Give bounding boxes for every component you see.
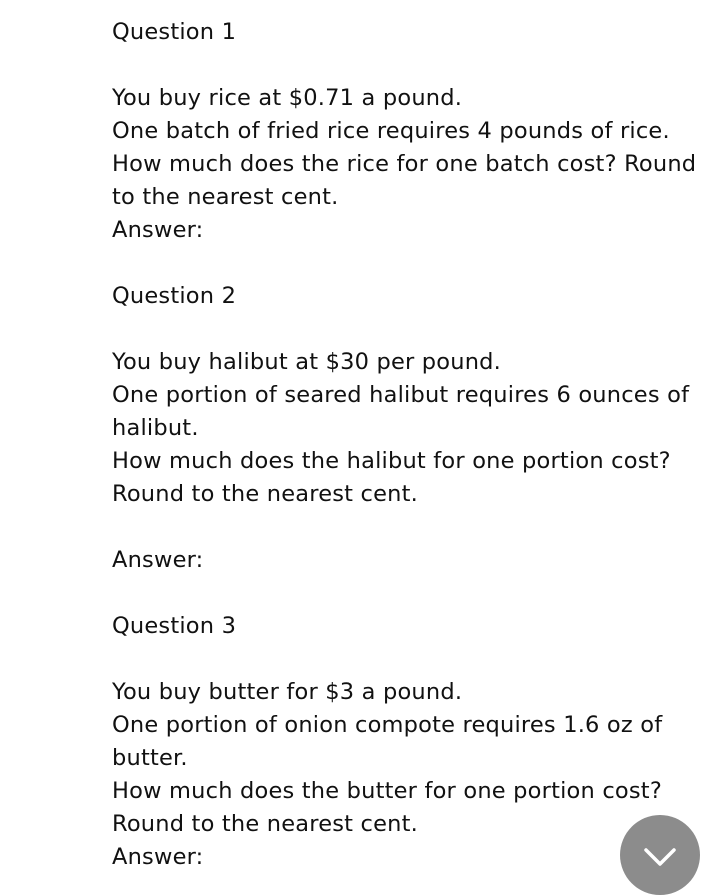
- spacer: [112, 511, 712, 544]
- question-text-line: One portion of seared halibut requires 6 ounces of: [112, 382, 690, 408]
- question-text-line: How much does the butter for one portion cost?: [112, 778, 662, 804]
- question-text-line: You buy rice at $0.71 a pound.: [112, 85, 463, 111]
- question-text-line: Round to the nearest cent.: [112, 811, 418, 837]
- answer-label: Answer:: [112, 844, 204, 870]
- answer-label: Answer:: [112, 217, 204, 243]
- spacer: [112, 643, 712, 676]
- spacer: [112, 577, 712, 610]
- question-text-line: You buy halibut at $30 per pound.: [112, 349, 502, 375]
- question-text-line: halibut.: [112, 415, 199, 441]
- spacer: [112, 247, 712, 280]
- spacer: [112, 313, 712, 346]
- scroll-down-button[interactable]: [620, 815, 700, 895]
- question-text-line: You buy butter for $3 a pound.: [112, 679, 463, 705]
- question-title: Question 2: [112, 283, 237, 309]
- question-text-line: One portion of onion compote requires 1.6 oz of: [112, 712, 663, 738]
- question-text-line: to the nearest cent.: [112, 184, 339, 210]
- question-title: Question 3: [112, 613, 237, 639]
- spacer: [112, 49, 712, 82]
- answer-label: Answer:: [112, 547, 204, 573]
- question-text-line: Round to the nearest cent.: [112, 481, 418, 507]
- document-body: [112, 16, 712, 874]
- question-text-line: How much does the halibut for one portion cost?: [112, 448, 671, 474]
- question-text-line: One batch of fried rice requires 4 pounds of rice.: [112, 118, 670, 144]
- question-title: Question 1: [112, 19, 237, 45]
- chevron-down-icon: [643, 847, 677, 867]
- question-text-line: How much does the rice for one batch cost? Round: [112, 151, 697, 177]
- question-text-line: butter.: [112, 745, 188, 771]
